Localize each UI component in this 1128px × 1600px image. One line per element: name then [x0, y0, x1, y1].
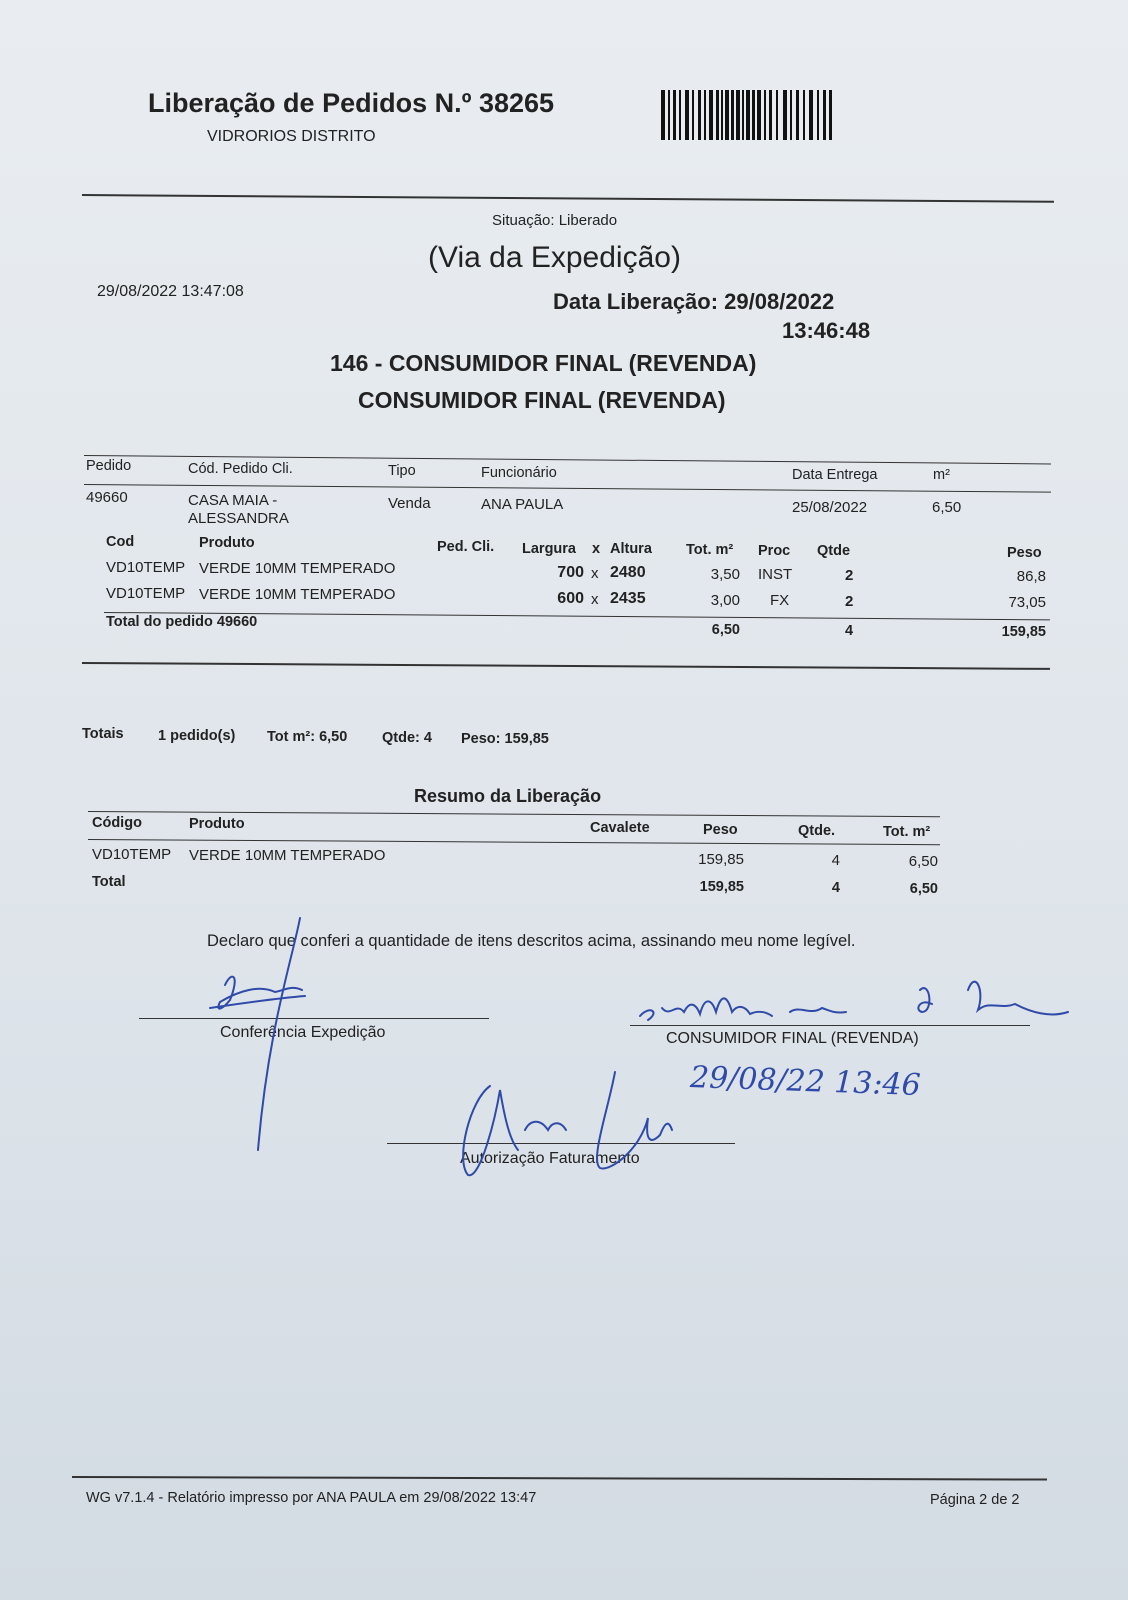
client-order-code-2: ALESSANDRA — [188, 510, 289, 527]
item-header-qtde: Qtde — [817, 543, 851, 559]
summary-header-produto: Produto — [189, 816, 245, 832]
item-2-altura: 2435 — [610, 590, 646, 607]
conferencia-signature-line — [139, 1018, 489, 1019]
autorizacao-signature-line — [387, 1143, 735, 1144]
summary-total-qtde: 4 — [831, 880, 840, 896]
release-date: Data Liberação: 29/08/2022 — [553, 289, 835, 314]
summary-total-label: Total — [92, 874, 126, 890]
summary-row-qtde: 4 — [831, 852, 840, 869]
summary-header-tot-m2: Tot. m² — [883, 824, 931, 840]
col-header-pedido: Pedido — [86, 458, 132, 474]
order-total-label: Total do pedido 49660 — [106, 614, 258, 630]
item-2-tot-m2: 3,00 — [710, 592, 740, 609]
item-header-x: x — [592, 541, 601, 557]
item-header-tot-m2: Tot. m² — [686, 542, 734, 558]
delivery-date: 25/08/2022 — [792, 499, 868, 516]
totals-orders: 1 pedido(s) — [158, 728, 236, 744]
col-header-funcionario: Funcionário — [481, 465, 557, 481]
consumidor-signature — [640, 982, 1068, 1020]
declaration-text: Declaro que conferi a quantidade de itens descritos acima, assinando meu nome legível. — [207, 932, 856, 950]
summary-header-codigo: Código — [92, 815, 142, 831]
order-type: Venda — [388, 495, 431, 512]
item-2-cod: VD10TEMP — [106, 585, 186, 602]
col-header-tipo: Tipo — [388, 463, 416, 479]
summary-row-tot-m2: 6,50 — [908, 853, 938, 870]
release-time: 13:46:48 — [782, 318, 871, 343]
client-order-code: CASA MAIA - — [188, 492, 278, 509]
item-2-largura: 600 — [557, 590, 584, 607]
barcode — [661, 90, 832, 140]
footer-rule — [72, 1476, 1047, 1481]
totals-qtde: Qtde: 4 — [382, 730, 432, 746]
item-header-proc: Proc — [758, 543, 791, 559]
item-1-largura: 700 — [557, 564, 584, 581]
col-header-cod-pedido-cli: Cód. Pedido Cli. — [188, 461, 293, 477]
item-header-altura: Altura — [610, 541, 652, 557]
customer-line-2: CONSUMIDOR FINAL (REVENDA) — [358, 387, 726, 413]
consumidor-signature-line — [630, 1025, 1030, 1026]
item-2-qtde: 2 — [845, 593, 854, 610]
summary-header-cavalete: Cavalete — [590, 820, 650, 836]
item-1-cod: VD10TEMP — [106, 559, 186, 576]
item-header-ped-cli: Ped. Cli. — [437, 539, 495, 555]
summary-header-peso: Peso — [703, 822, 738, 838]
order-table-bottom-rule — [82, 662, 1050, 670]
item-2-x: x — [591, 591, 599, 608]
item-1-proc: INST — [758, 566, 793, 583]
handwritten-date: 29/08/22 13:46 — [689, 1059, 922, 1104]
item-header-peso: Peso — [1007, 545, 1042, 561]
col-header-data-entrega: Data Entrega — [792, 467, 878, 483]
document-title: Liberação de Pedidos N.º 38265 — [148, 88, 555, 118]
customer-line-1: 146 - CONSUMIDOR FINAL (REVENDA) — [330, 350, 757, 376]
summary-row-produto: VERDE 10MM TEMPERADO — [189, 847, 386, 864]
status-text: Situação: Liberado — [492, 212, 618, 229]
item-1-tot-m2: 3,50 — [710, 566, 740, 583]
conferencia-label: Conferência Expedição — [220, 1024, 386, 1041]
page-number: Página 2 de 2 — [930, 1492, 1020, 1508]
totals-label: Totais — [82, 726, 124, 742]
order-m2: 6,50 — [932, 499, 962, 516]
summary-header-rule — [88, 839, 940, 845]
item-1-qtde: 2 — [845, 567, 854, 584]
employee-name: ANA PAULA — [481, 496, 564, 513]
order-total-m2: 6,50 — [711, 622, 740, 638]
item-1-x: x — [591, 565, 599, 582]
item-2-peso: 73,05 — [1008, 594, 1046, 611]
summary-row-codigo: VD10TEMP — [92, 846, 172, 863]
item-1-altura: 2480 — [610, 564, 646, 581]
company-name: VIDRORIOS DISTRITO — [207, 128, 376, 145]
summary-header-qtde: Qtde. — [798, 823, 836, 839]
print-datetime: 29/08/2022 13:47:08 — [97, 283, 244, 300]
totals-m2: Tot m²: 6,50 — [267, 729, 348, 745]
totals-peso: Peso: 159,85 — [461, 731, 549, 747]
item-header-largura: Largura — [522, 541, 576, 557]
col-header-m2: m² — [933, 467, 950, 483]
summary-total-peso: 159,85 — [699, 879, 744, 895]
footer-printed-by: WG v7.1.4 - Relatório impresso por ANA PAULA em 29/08/2022 13:47 — [86, 1490, 537, 1506]
summary-title: Resumo da Liberação — [414, 786, 602, 806]
item-1-peso: 86,8 — [1016, 568, 1046, 585]
item-1-produto: VERDE 10MM TEMPERADO — [199, 560, 396, 577]
item-header-cod: Cod — [106, 534, 135, 550]
order-total-peso: 159,85 — [1001, 624, 1046, 640]
autorizacao-label: Autorização Faturamento — [460, 1150, 640, 1167]
item-2-proc: FX — [770, 592, 790, 609]
summary-row-peso: 159,85 — [698, 851, 744, 868]
item-header-produto: Produto — [199, 535, 255, 551]
consumidor-label: CONSUMIDOR FINAL (REVENDA) — [666, 1030, 919, 1047]
order-number: 49660 — [86, 489, 128, 506]
summary-total-tot-m2: 6,50 — [909, 881, 938, 897]
item-2-produto: VERDE 10MM TEMPERADO — [199, 586, 396, 603]
order-total-qtde: 4 — [845, 623, 854, 639]
copy-type: (Via da Expedição) — [428, 241, 681, 274]
header-divider — [82, 194, 1054, 203]
